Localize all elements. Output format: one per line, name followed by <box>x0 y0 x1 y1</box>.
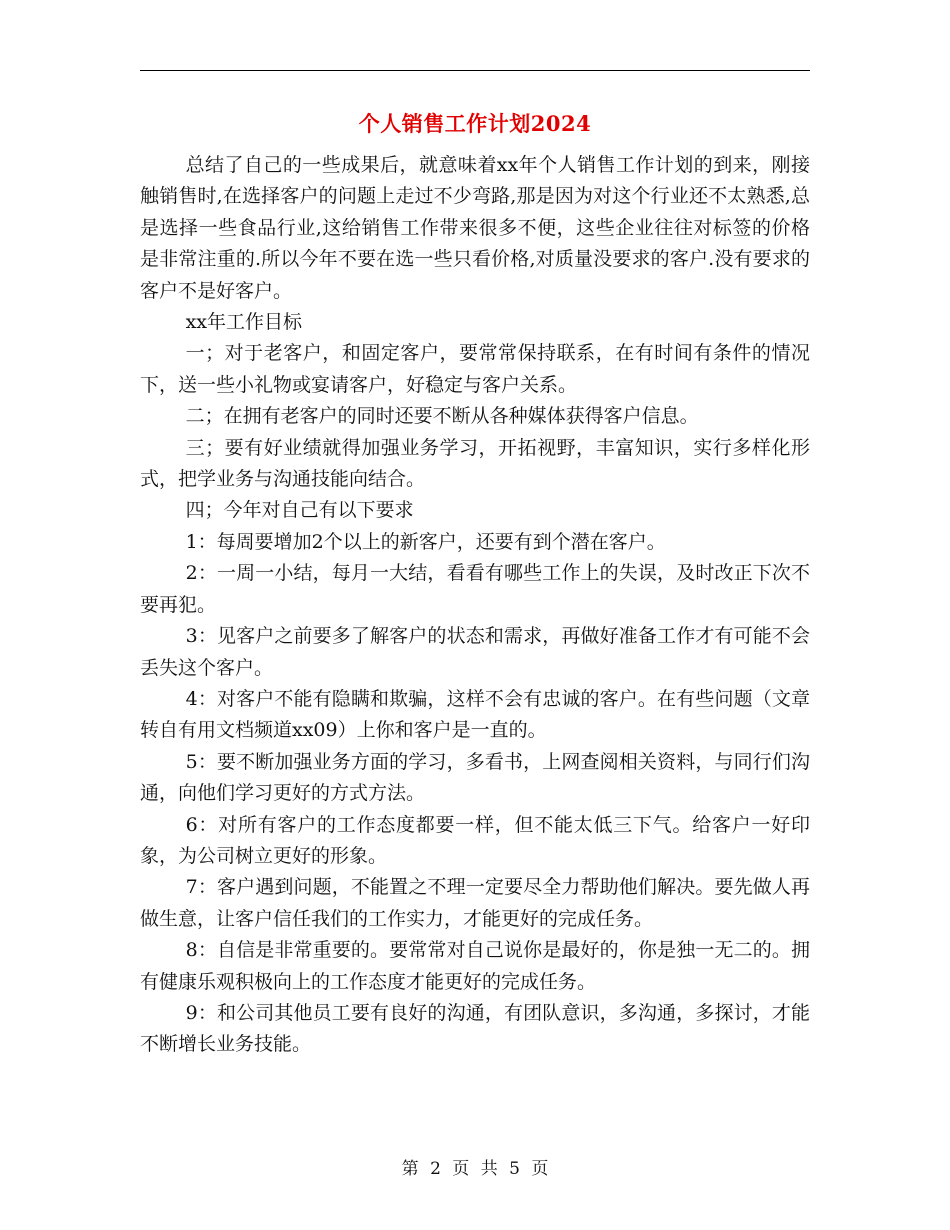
document-title: 个人销售工作计划2024 <box>358 111 592 136</box>
document-body <box>140 150 810 1061</box>
paragraph-item-3: 3：见客户之前要多了解客户的状态和需求，再做好准备工作才有可能不会丢失这个客户。 <box>140 625 810 679</box>
paragraph-goal-3: 三；要有好业绩就得加强业务学习，开拓视野，丰富知识，实行多样化形式，把学业务与沟通技能向结合。 <box>140 436 810 491</box>
paragraph-item-2: 2：一周一小结，每月一大结，看看有哪些工作上的失误，及时改正下次不要再犯。 <box>140 562 810 616</box>
paragraph-goal-1: 一；对于老客户，和固定客户，要常常保持联系，在有时间有条件的情况下，送一些小礼物或宴请客户，好稳定与客户关系。 <box>140 342 810 396</box>
paragraph-goals-heading: xx年工作目标 <box>185 311 303 334</box>
page-number-footer: 第 2 页 共 5 页 <box>401 1159 549 1179</box>
paragraph-item-1: 1：每周要增加2个以上的新客户，还要有到个潜在客户。 <box>185 530 666 553</box>
paragraph-item-9: 9：和公司其他员工要有良好的沟通，有团队意识，多沟通，多探讨，才能不断增长业务技能。 <box>140 1001 810 1056</box>
paragraph-item-6: 6：对所有客户的工作态度都要一样，但不能太低三下气。给客户一好印象，为公司树立更好的形象。 <box>140 813 810 867</box>
paragraph-item-8: 8：自信是非常重要的。要常常对自己说你是最好的，你是独一无二的。拥有健康乐观积极向上的工作态度才能更好的完成任务。 <box>140 939 810 993</box>
paragraph-goal-2: 二；在拥有老客户的同时还要不断从各种媒体获得客户信息。 <box>185 405 699 428</box>
paragraph-intro: 总结了自己的一些成果后，就意味着xx年个人销售工作计划的到来，刚接触销售时,在选择客户的问题上走过不少弯路,那是因为对这个行业还不太熟悉,总是选择一些食品行业,这给销售工作带来很多不便，这些企业往往对标签的价格是非常注重的.所以今年不要在选一些只看价格,对质量没要求的客户.没有要求的客户不是好客户。 <box>140 154 810 302</box>
paragraph-item-7: 7：客户遇到问题，不能置之不理一定要尽全力帮助他们解决。要先做人再做生意，让客户信任我们的工作实力，才能更好的完成任务。 <box>140 876 810 930</box>
paragraph-item-4: 4：对客户不能有隐瞒和欺骗，这样不会有忠诚的客户。在有些问题（文章转自有用文档频道xx09）上你和客户是一直的。 <box>140 687 810 742</box>
paragraph-item-5: 5：要不断加强业务方面的学习，多看书，上网查阅相关资料，与同行们沟通，向他们学习更好的方式方法。 <box>140 750 810 805</box>
header-rule <box>140 70 810 71</box>
paragraph-goal-4: 四；今年对自己有以下要求 <box>185 499 414 522</box>
